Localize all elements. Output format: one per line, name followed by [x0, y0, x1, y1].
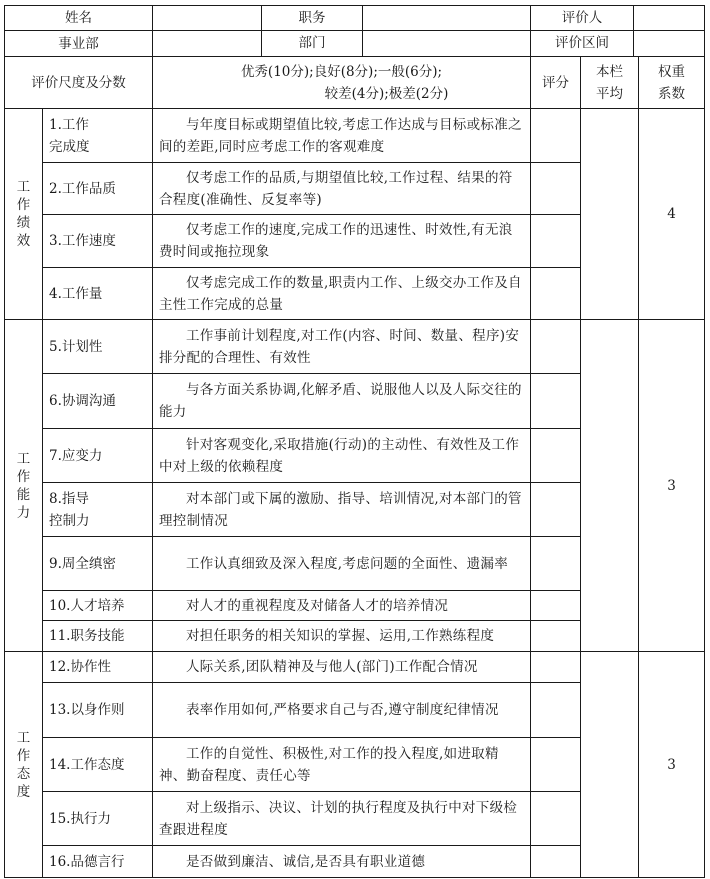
- criterion-name: [43, 683, 153, 738]
- criterion-name: [43, 537, 153, 591]
- criterion-name: [43, 846, 153, 878]
- criterion-description: 对上级指示、决议、计划的执行程度及执行中对下级检查跟进程度: [153, 792, 531, 846]
- criterion-name-line: 15.执行力: [49, 810, 111, 827]
- score-cell[interactable]: [531, 483, 581, 537]
- criterion-name: [43, 483, 153, 537]
- criterion-name: [43, 268, 153, 320]
- criterion-name: [43, 163, 153, 215]
- name-label: 姓名: [5, 6, 153, 31]
- evaluator-value-cell[interactable]: [634, 6, 704, 30]
- position-value-cell[interactable]: [363, 6, 530, 30]
- criterion-description: 仅考虑完成工作的数量,职责内工作、上级交办工作及自主性工作完成的总量: [153, 268, 531, 320]
- group-name-char: 工: [16, 729, 31, 746]
- scale-description: [153, 57, 531, 109]
- criterion-name: [43, 215, 153, 268]
- group-name-char: 度: [16, 783, 31, 800]
- position-label: 职务: [262, 6, 363, 30]
- criterion-name: [43, 320, 153, 374]
- criterion-description: 对人才的重视程度及对储备人才的培养情况: [153, 591, 531, 621]
- group-name-char: 力: [16, 504, 31, 521]
- group-name-char: 作: [16, 747, 31, 764]
- criterion-name-line: 7.应变力: [49, 447, 103, 464]
- score-cell[interactable]: [531, 591, 581, 621]
- division-value-cell[interactable]: [153, 31, 262, 56]
- score-cell[interactable]: [531, 621, 581, 652]
- criterion-name: [43, 591, 153, 621]
- criterion-name-line: 8.指导: [49, 490, 89, 507]
- group-weight: 4: [639, 109, 705, 320]
- column-header-row: [5, 57, 705, 109]
- group-name: [5, 652, 43, 878]
- score-cell[interactable]: [531, 374, 581, 429]
- criterion-name-line: 13.以身作则: [49, 702, 125, 718]
- criterion-name: [43, 621, 153, 652]
- group-name: [5, 320, 43, 652]
- avg-header: 本栏 平均: [581, 57, 639, 109]
- criterion-name-line: 16.品德言行: [49, 853, 125, 870]
- group-average-cell[interactable]: [581, 109, 639, 320]
- criterion-description: 仅考虑工作的品质,与期望值比较,工作过程、结果的符合程度(准确性、反复率等): [153, 163, 531, 215]
- score-cell[interactable]: [531, 109, 581, 163]
- evaluator-label: 评价人: [531, 6, 634, 30]
- criterion-name-line: 6.协调沟通: [49, 393, 116, 409]
- scale-line-2: 较差(4分);极差(2分): [324, 85, 449, 102]
- criterion-name: [43, 429, 153, 483]
- criterion-description: 人际关系,团队精神及与他人(部门)工作配合情况: [153, 652, 531, 683]
- criterion-description: 针对客观变化,采取措施(行动)的主动性、有效性及工作中对上级的依赖程度: [153, 429, 531, 483]
- criterion-description: 与各方面关系协调,化解矛盾、说服他人以及人际交往的能力: [153, 374, 531, 429]
- division-label: 事业部: [5, 31, 153, 57]
- group-name-char: 效: [16, 233, 31, 249]
- group-name-char: 作: [16, 197, 31, 213]
- criterion-description: 是否做到廉洁、诚信,是否具有职业道德: [153, 846, 531, 878]
- criterion-description: 表率作用如何,严格要求自己与否,遵守制度纪律情况: [153, 683, 531, 738]
- group-average-cell[interactable]: [581, 652, 639, 878]
- criterion-description: 对担任职务的相关知识的掌握、运用,工作熟练程度: [153, 621, 531, 652]
- criterion-name-line: 完成度: [49, 138, 90, 155]
- score-cell[interactable]: [531, 429, 581, 483]
- department-value-cell[interactable]: [363, 31, 530, 56]
- criterion-name-line: 2.工作品质: [49, 180, 116, 197]
- score-cell[interactable]: [531, 652, 581, 683]
- criterion-name: [43, 652, 153, 683]
- group-name-char: 能: [16, 486, 31, 503]
- header-row-1: [5, 6, 705, 31]
- evaluation-table: [4, 5, 705, 878]
- criterion-description: 工作认真细致及深入程度,考虑问题的全面性、遗漏率: [153, 537, 531, 591]
- score-cell[interactable]: [531, 738, 581, 792]
- criterion-name-line: 1.工作: [49, 116, 89, 133]
- criterion-description: 与年度目标或期望值比较,考虑工作达成与目标或标准之间的差距,同时应考虑工作的客观难度: [153, 109, 531, 163]
- criterion-name-line: 10.人才培养: [49, 597, 125, 614]
- criterion-description: 对本部门或下属的激励、指导、培训情况,对本部门的管理控制情况: [153, 483, 531, 537]
- criterion-row: [5, 320, 705, 374]
- weight-header: 权重 系数: [639, 57, 705, 109]
- criterion-row: [5, 109, 705, 163]
- group-weight: 3: [639, 320, 705, 652]
- score-cell[interactable]: [531, 537, 581, 591]
- score-cell[interactable]: [531, 215, 581, 268]
- criterion-description: 工作的自觉性、积极性,对工作的投入程度,如进取精神、勤奋程度、责任心等: [153, 738, 531, 792]
- score-cell[interactable]: [531, 683, 581, 738]
- score-cell[interactable]: [531, 792, 581, 846]
- group-name-char: 态: [16, 765, 31, 782]
- score-cell[interactable]: [531, 163, 581, 215]
- group-weight: 3: [639, 652, 705, 878]
- name-value-cell[interactable]: [153, 6, 262, 30]
- group-name-char: 工: [16, 450, 31, 467]
- criterion-name: [43, 792, 153, 846]
- group-name-char: 作: [16, 468, 31, 485]
- criterion-name-line: 9.周全缜密: [49, 555, 116, 572]
- header-row-2: [5, 31, 705, 57]
- period-value-cell[interactable]: [634, 31, 704, 56]
- score-cell[interactable]: [531, 846, 581, 878]
- criterion-name: [43, 738, 153, 792]
- group-name: [5, 109, 43, 320]
- scale-line-1: 优秀(10分);良好(8分);一般(6分);: [240, 63, 443, 80]
- group-name-char: 绩: [16, 215, 31, 231]
- department-label: 部门: [262, 31, 363, 56]
- criterion-row: [5, 652, 705, 683]
- criterion-name-line: 控制力: [49, 512, 90, 529]
- scale-label: 评价尺度及分数: [5, 57, 153, 109]
- criterion-name: [43, 374, 153, 429]
- criterion-name-line: 11.职务技能: [49, 628, 125, 644]
- group-name-char: 工: [16, 179, 31, 195]
- criterion-name-line: 14.工作态度: [49, 756, 125, 773]
- criterion-description: 仅考虑工作的速度,完成工作的迅速性、时效性,有无浪费时间或拖拉现象: [153, 215, 531, 268]
- period-label: 评价区间: [531, 31, 634, 56]
- criterion-description: 工作事前计划程度,对工作(内容、时间、数量、程序)安排分配的合理性、有效性: [153, 320, 531, 374]
- group-average-cell[interactable]: [581, 320, 639, 652]
- criterion-name-line: 5.计划性: [49, 338, 103, 355]
- criterion-name-line: 3.工作速度: [49, 233, 116, 249]
- criterion-name-line: 12.协作性: [49, 659, 111, 675]
- score-header: 评分: [531, 57, 581, 109]
- score-cell[interactable]: [531, 268, 581, 320]
- criterion-name-line: 4.工作量: [49, 285, 103, 302]
- score-cell[interactable]: [531, 320, 581, 374]
- criterion-name: [43, 109, 153, 163]
